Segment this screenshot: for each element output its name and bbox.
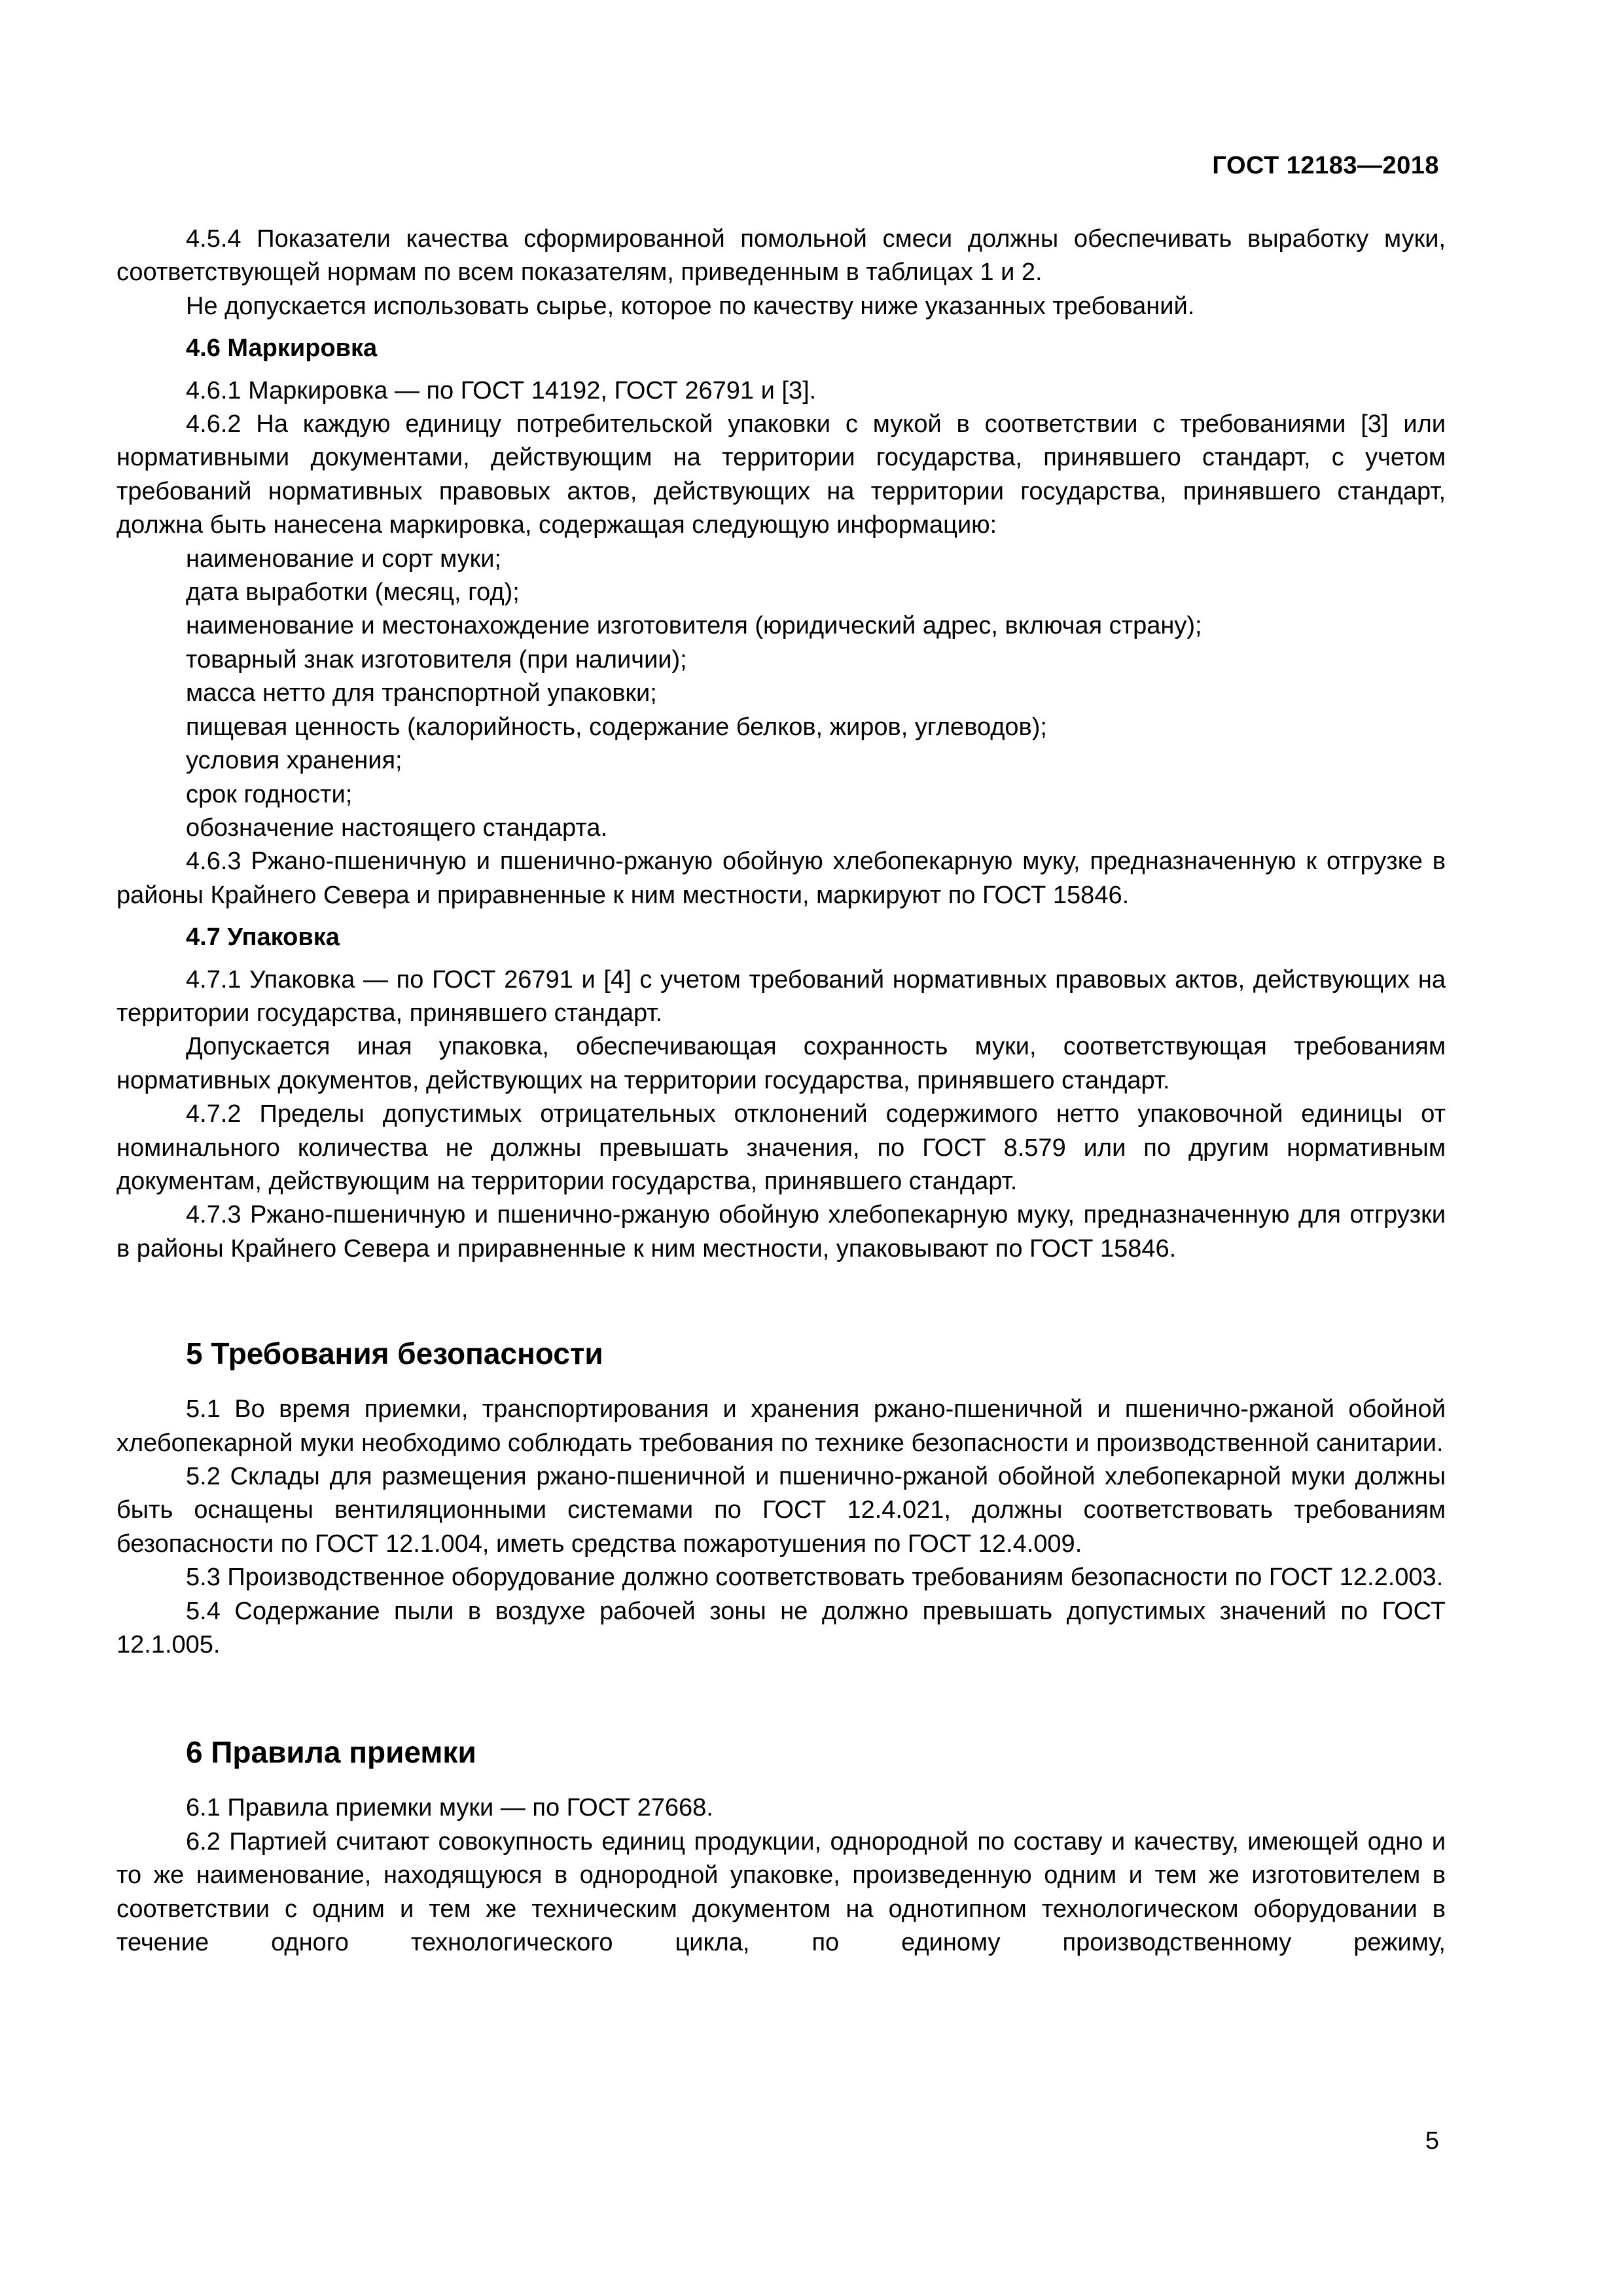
paragraph-5-1: 5.1 Во время приемки, транспортирования и хранения ржано-пшеничной и пшенично-ржаной обойной хлебопекарной муки необходимо соблюдать требования по технике безопасности и производственной санитарии. <box>116 1395 1446 1457</box>
page-number: 5 <box>1425 2127 1439 2155</box>
paragraph-4-6-1: 4.6.1 Маркировка — по ГОСТ 14192, ГОСТ 26791 и [3]. <box>186 376 817 404</box>
paragraph-4-5-4-note: Не допускается использовать сырье, которое по качеству ниже указанных требований. <box>186 292 1195 320</box>
paragraph-4-5-4: 4.5.4 Показатели качества сформированной помольной смеси должны обеспечивать выработку муки, соответствующей нормам по всем показателям, приведенным в таблицах 1 и 2. <box>116 225 1446 287</box>
list-item: срок годности; <box>186 780 353 808</box>
paragraph-6-2: 6.2 Партией считают совокупность единиц продукции, однородной по составу и качеству, имеющей одно и то же наименование, находящуюся в однородной упаковке, произведенную одним и тем же изготовителем в соответствии с одним и тем же техническим документом на однотипном технологическом оборудовании в течение одного технологического цикла, по единому производственному режиму, <box>116 1827 1446 1957</box>
heading-4-7: 4.7 Упаковка <box>186 924 340 952</box>
list-item: условия хранения; <box>186 747 402 775</box>
paragraph-4-6-3: 4.6.3 Ржано-пшеничную и пшенично-ржаную обойную хлебопекарную муку, предназначенную к отгрузке в районы Крайнего Севера и приравненные к ним местности, маркируют по ГОСТ 15846. <box>116 848 1446 909</box>
paragraph-5-3: 5.3 Производственное оборудование должно соответствовать требованиям безопасности по ГОСТ 12.2.003. <box>186 1564 1444 1592</box>
paragraph-4-7-1: 4.7.1 Упаковка — по ГОСТ 26791 и [4] с учетом требований нормативных правовых актов, действующих на территории государства, принявшего стандарт. <box>116 965 1446 1027</box>
heading-section-5: 5 Требования безопасности <box>186 1336 603 1371</box>
document-body <box>116 223 1446 1960</box>
list-item: наименование и сорт муки; <box>186 545 502 573</box>
list-item: обозначение настоящего стандарта. <box>186 814 608 842</box>
heading-4-6: 4.6 Маркировка <box>186 334 378 363</box>
paragraph-4-7-2: 4.7.2 Пределы допустимых отрицательных отклонений содержимого нетто упаковочной единицы от номинального количества не должны превышать значения, по ГОСТ 8.579 или по другим нормативным документам, действующим на территории государства, принявшего стандарт. <box>116 1100 1446 1195</box>
list-item: масса нетто для транспортной упаковки; <box>186 679 657 708</box>
paragraph-4-7-3: 4.7.3 Ржано-пшеничную и пшенично-ржаную обойную хлебопекарную муку, предназначенную для отгрузки в районы Крайнего Севера и приравненные к ним местности, упаковывают по ГОСТ 15846. <box>116 1201 1446 1263</box>
paragraph-4-7-1-note: Допускается иная упаковка, обеспечивающая сохранность муки, соответствующая требованиям нормативных документов, действующих на территории государства, принявшего стандарт. <box>116 1033 1446 1094</box>
paragraph-5-4: 5.4 Содержание пыли в воздухе рабочей зоны не должно превышать допустимых значений по ГОСТ 12.1.005. <box>116 1597 1446 1659</box>
paragraph-5-2: 5.2 Склады для размещения ржано-пшеничной и пшенично-ржаной обойной хлебопекарной муки должны быть оснащены вентиляционными системами по ГОСТ 12.4.021, должны соответствовать требованиям безопасности по ГОСТ 12.1.004, иметь средства пожаротушения по ГОСТ 12.4.009. <box>116 1463 1446 1558</box>
paragraph-4-6-2: 4.6.2 На каждую единицу потребительской упаковки с мукой в соответствии с требованиями [3] или нормативными документами, действующим на территории государства, принявшего стандарт, с учетом требований нормативных правовых актов, действующих на территории государства, принявшего стандарт, должна быть нанесена маркировка, содержащая следующую информацию: <box>116 410 1446 539</box>
paragraph-6-1: 6.1 Правила приемки муки — по ГОСТ 27668. <box>186 1794 713 1822</box>
list-item: пищевая ценность (калорийность, содержание белков, жиров, углеводов); <box>186 713 1047 741</box>
standard-designation: ГОСТ 12183—2018 <box>1212 152 1439 179</box>
list-item: дата выработки (месяц, год); <box>186 579 520 607</box>
heading-section-6: 6 Правила приемки <box>186 1735 476 1770</box>
list-item: наименование и местонахождение изготовителя (юридический адрес, включая страну); <box>186 612 1202 640</box>
list-item: товарный знак изготовителя (при наличии); <box>186 645 687 673</box>
